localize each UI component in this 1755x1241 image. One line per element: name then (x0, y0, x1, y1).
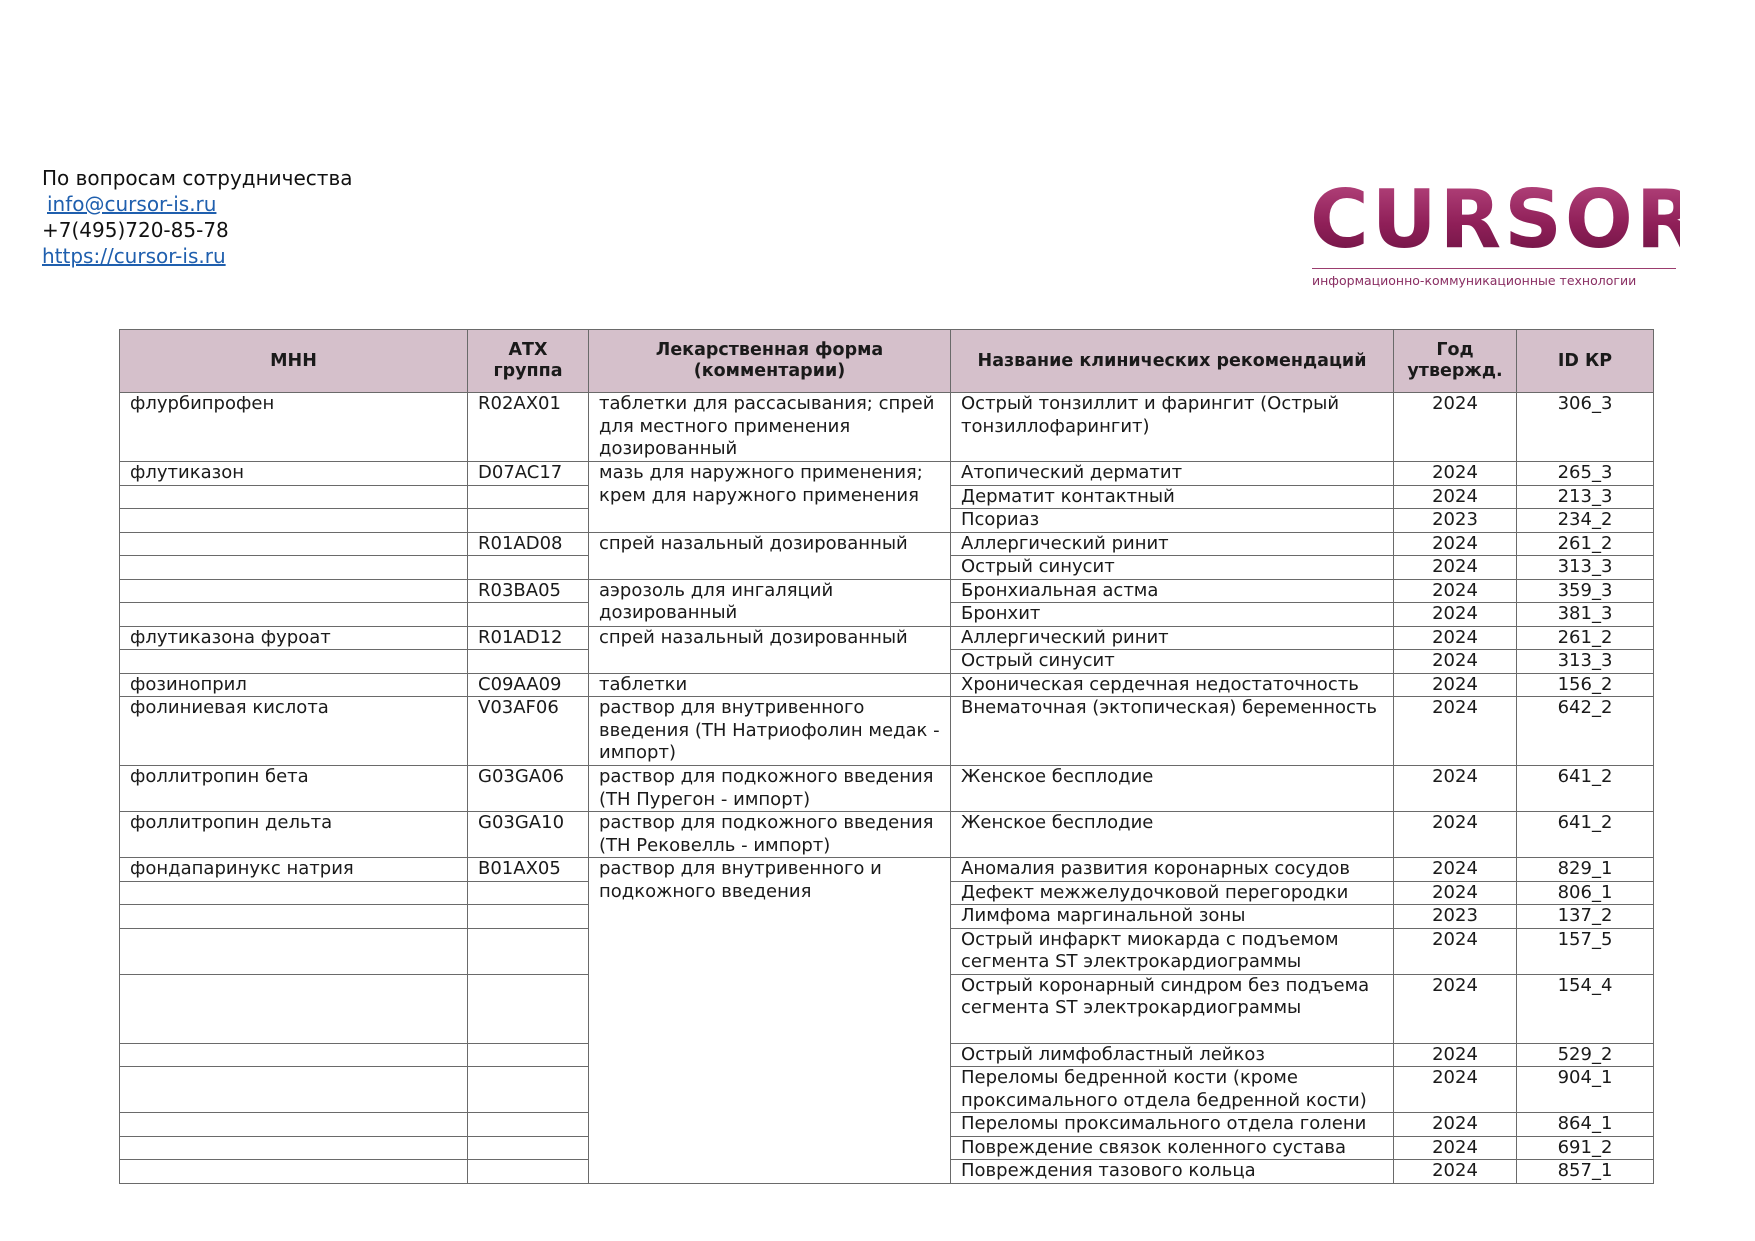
cell-year: 2024 (1394, 766, 1517, 812)
cell-title: Переломы проксимального отдела голени (951, 1113, 1394, 1137)
cell-id: 234_2 (1517, 509, 1654, 533)
cell-id: 381_3 (1517, 603, 1654, 627)
cell-atc (468, 650, 589, 674)
phone-number: +7(495)720-85-78 (42, 218, 229, 242)
cell-mnn: флутиказона фуроат (120, 626, 468, 650)
logo-wordmark: CURSOR (1310, 173, 1701, 266)
cell-title: Острый синусит (951, 556, 1394, 580)
cell-mnn (120, 1113, 468, 1137)
cell-year: 2024 (1394, 858, 1517, 882)
cell-mnn: фолиниевая кислота (120, 697, 468, 766)
recommendations-table (119, 329, 1654, 1184)
email-link[interactable]: info@cursor-is.ru (47, 192, 217, 216)
cell-year: 2024 (1394, 697, 1517, 766)
cell-id: 857_1 (1517, 1160, 1654, 1184)
cell-year: 2024 (1394, 1067, 1517, 1113)
cell-id: 691_2 (1517, 1136, 1654, 1160)
cell-year: 2024 (1394, 462, 1517, 486)
cell-title: Переломы бедренной кости (кроме проксимального отдела бедренной кости) (951, 1067, 1394, 1113)
cell-atc: D07AC17 (468, 462, 589, 486)
cell-form: спрей назальный дозированный (589, 626, 951, 673)
cell-year: 2024 (1394, 974, 1517, 1043)
cell-title: Острый инфаркт миокарда с подъемом сегмента ST электрокардиограммы (951, 928, 1394, 974)
cell-form: аэрозоль для ингаляций дозированный (589, 579, 951, 626)
cell-id: 137_2 (1517, 905, 1654, 929)
cell-atc (468, 1043, 589, 1067)
cell-year: 2024 (1394, 485, 1517, 509)
cell-year: 2024 (1394, 881, 1517, 905)
column-header-year: Год утвержд. (1394, 330, 1517, 393)
cell-id: 306_3 (1517, 393, 1654, 462)
column-header-atc: АТХ группа (468, 330, 589, 393)
cell-title: Женское бесплодие (951, 812, 1394, 858)
cell-id: 265_3 (1517, 462, 1654, 486)
cell-id: 261_2 (1517, 626, 1654, 650)
cell-mnn (120, 905, 468, 929)
table-row (120, 393, 1654, 462)
cell-year: 2024 (1394, 603, 1517, 627)
cell-atc: G03GA10 (468, 812, 589, 858)
cell-atc (468, 485, 589, 509)
cell-mnn (120, 532, 468, 556)
column-header-form: Лекарственная форма (комментарии) (589, 330, 951, 393)
cell-year: 2024 (1394, 579, 1517, 603)
cell-form: раствор для внутривенного и подкожного введения (589, 858, 951, 1184)
cell-title: Аномалия развития коронарных сосудов (951, 858, 1394, 882)
logo-divider (1312, 268, 1676, 269)
cell-id: 313_3 (1517, 556, 1654, 580)
cell-atc: G03GA06 (468, 766, 589, 812)
cell-id: 154_4 (1517, 974, 1654, 1043)
cell-mnn: флурбипрофен (120, 393, 468, 462)
cell-id: 642_2 (1517, 697, 1654, 766)
cell-title: Лимфома маргинальной зоны (951, 905, 1394, 929)
cell-mnn (120, 579, 468, 603)
cell-year: 2024 (1394, 1160, 1517, 1184)
cell-title: Женское бесплодие (951, 766, 1394, 812)
cell-mnn (120, 556, 468, 580)
cell-atc: C09AA09 (468, 673, 589, 697)
contact-block (42, 165, 353, 269)
cell-year: 2024 (1394, 812, 1517, 858)
cell-mnn (120, 509, 468, 533)
cell-atc (468, 974, 589, 1043)
cell-id: 157_5 (1517, 928, 1654, 974)
cell-year: 2024 (1394, 928, 1517, 974)
table-header-row (120, 330, 1654, 393)
table-row (120, 766, 1654, 812)
cell-atc (468, 881, 589, 905)
cell-title: Острый тонзиллит и фарингит (Острый тонзиллофарингит) (951, 393, 1394, 462)
cell-id: 529_2 (1517, 1043, 1654, 1067)
column-header-id: ID КР (1517, 330, 1654, 393)
cell-year: 2024 (1394, 1043, 1517, 1067)
cell-title: Повреждение связок коленного сустава (951, 1136, 1394, 1160)
cell-title: Бронхиальная астма (951, 579, 1394, 603)
table-row (120, 532, 1654, 556)
table-row (120, 812, 1654, 858)
cell-title: Острый коронарный синдром без подъема сегмента ST электрокардиограммы (951, 974, 1394, 1043)
cell-title: Псориаз (951, 509, 1394, 533)
cell-atc (468, 603, 589, 627)
cell-id: 313_3 (1517, 650, 1654, 674)
cell-mnn: фондапаринукс натрия (120, 858, 468, 882)
cell-id: 359_3 (1517, 579, 1654, 603)
cell-mnn (120, 881, 468, 905)
cell-title: Хроническая сердечная недостаточность (951, 673, 1394, 697)
cell-id: 156_2 (1517, 673, 1654, 697)
cell-mnn (120, 928, 468, 974)
cell-atc: R01AD08 (468, 532, 589, 556)
cell-atc (468, 509, 589, 533)
cell-mnn: фозиноприл (120, 673, 468, 697)
cell-id: 806_1 (1517, 881, 1654, 905)
cell-atc: B01AX05 (468, 858, 589, 882)
cell-atc: R03BA05 (468, 579, 589, 603)
table-row (120, 626, 1654, 650)
cell-form: раствор для подкожного введения (ТН Рековелль - импорт) (589, 812, 951, 858)
cell-title: Острый синусит (951, 650, 1394, 674)
logo-tagline: информационно-коммуникационные технологии (1312, 273, 1637, 288)
cell-form: раствор для внутривенного введения (ТН Натриофолин медак - импорт) (589, 697, 951, 766)
cell-form: мазь для наружного применения; крем для наружного применения (589, 462, 951, 533)
cell-year: 2024 (1394, 393, 1517, 462)
cell-mnn (120, 485, 468, 509)
cell-mnn (120, 1136, 468, 1160)
cell-year: 2024 (1394, 1136, 1517, 1160)
cell-title: Дефект межжелудочковой перегородки (951, 881, 1394, 905)
cell-id: 864_1 (1517, 1113, 1654, 1137)
cell-atc (468, 1136, 589, 1160)
cell-year: 2024 (1394, 556, 1517, 580)
cell-atc: R02AX01 (468, 393, 589, 462)
cell-form: спрей назальный дозированный (589, 532, 951, 579)
table-row (120, 858, 1654, 882)
cell-mnn (120, 603, 468, 627)
table-row (120, 697, 1654, 766)
cell-mnn (120, 974, 468, 1043)
cell-title: Аллергический ринит (951, 626, 1394, 650)
column-header-mnn: МНН (120, 330, 468, 393)
cell-atc (468, 928, 589, 974)
cell-mnn (120, 1043, 468, 1067)
cell-form: таблетки (589, 673, 951, 697)
cell-title: Дерматит контактный (951, 485, 1394, 509)
cell-year: 2024 (1394, 532, 1517, 556)
contact-title: По вопросам сотрудничества (42, 166, 353, 190)
cell-id: 261_2 (1517, 532, 1654, 556)
cell-year: 2023 (1394, 905, 1517, 929)
cell-year: 2023 (1394, 509, 1517, 533)
table-row (120, 673, 1654, 697)
cell-id: 213_3 (1517, 485, 1654, 509)
cell-title: Атопический дерматит (951, 462, 1394, 486)
column-header-title: Название клинических рекомендаций (951, 330, 1394, 393)
cell-atc: V03AF06 (468, 697, 589, 766)
cell-id: 829_1 (1517, 858, 1654, 882)
cell-id: 641_2 (1517, 812, 1654, 858)
cell-title: Острый лимфобластный лейкоз (951, 1043, 1394, 1067)
table-row (120, 579, 1654, 603)
website-link[interactable]: https://cursor-is.ru (42, 244, 226, 268)
cell-atc (468, 1113, 589, 1137)
cell-atc (468, 556, 589, 580)
cell-mnn: фоллитропин дельта (120, 812, 468, 858)
cell-id: 641_2 (1517, 766, 1654, 812)
cell-id: 904_1 (1517, 1067, 1654, 1113)
cell-title: Внематочная (эктопическая) беременность (951, 697, 1394, 766)
company-logo (1310, 173, 1701, 292)
cell-form: раствор для подкожного введения (ТН Пурегон - импорт) (589, 766, 951, 812)
cell-atc (468, 1160, 589, 1184)
cell-atc (468, 905, 589, 929)
table-row (120, 462, 1654, 486)
cell-title: Бронхит (951, 603, 1394, 627)
cell-mnn: флутиказон (120, 462, 468, 486)
cell-form: таблетки для рассасывания; спрей для местного применения дозированный (589, 393, 951, 462)
cell-year: 2024 (1394, 673, 1517, 697)
cell-mnn (120, 650, 468, 674)
cell-year: 2024 (1394, 626, 1517, 650)
cell-mnn: фоллитропин бета (120, 766, 468, 812)
cell-atc (468, 1067, 589, 1113)
cell-year: 2024 (1394, 650, 1517, 674)
cell-mnn (120, 1160, 468, 1184)
cell-title: Повреждения тазового кольца (951, 1160, 1394, 1184)
cell-year: 2024 (1394, 1113, 1517, 1137)
cell-atc: R01AD12 (468, 626, 589, 650)
cell-title: Аллергический ринит (951, 532, 1394, 556)
cell-mnn (120, 1067, 468, 1113)
